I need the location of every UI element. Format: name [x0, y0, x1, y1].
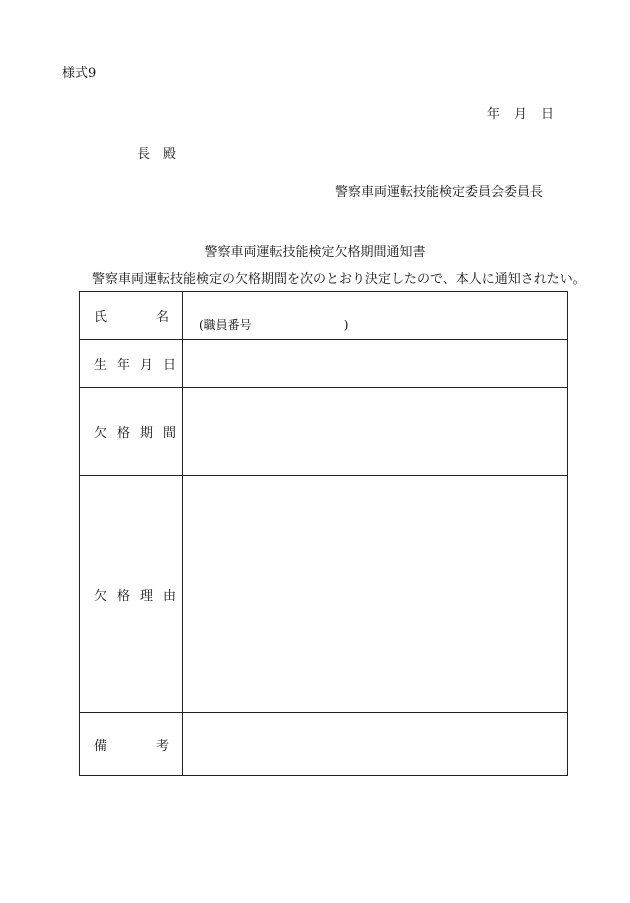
- date-month-label: 月: [513, 107, 527, 122]
- label-disqualification-reason: 欠 格 理 由: [80, 476, 183, 713]
- field-remarks[interactable]: [183, 713, 568, 776]
- label-birthdate: 生 年 月 日: [80, 340, 183, 388]
- document-title: 警察車両運転技能検定欠格期間通知書: [204, 245, 426, 260]
- notice-form-table: [79, 291, 568, 776]
- field-disqualification-reason[interactable]: [183, 476, 568, 713]
- form-number: 様式9: [62, 66, 97, 81]
- label-name: 氏 名: [80, 292, 183, 340]
- row-name: [80, 292, 568, 340]
- document-body: 警察車両運転技能検定の欠格期間を次のとおり決定したので、本人に通知されたい。: [92, 272, 586, 287]
- label-remarks: 備 考: [80, 713, 183, 776]
- sender: 警察車両運転技能検定委員会委員長: [334, 185, 543, 200]
- addressee: 長 殿: [137, 147, 177, 162]
- row-birthdate: [80, 340, 568, 388]
- date-year-label: 年: [486, 107, 500, 122]
- field-birthdate[interactable]: [183, 340, 568, 388]
- field-disqualification-period[interactable]: [183, 388, 568, 476]
- row-remarks: [80, 713, 568, 776]
- row-disqualification-period: [80, 388, 568, 476]
- date-line: [487, 108, 554, 121]
- label-disqualification-period: 欠 格 期 間: [80, 388, 183, 476]
- row-disqualification-reason: [80, 476, 568, 713]
- employee-number-note: (職員番号 ): [199, 318, 349, 332]
- date-day-label: 日: [540, 107, 554, 122]
- field-name[interactable]: [183, 292, 568, 340]
